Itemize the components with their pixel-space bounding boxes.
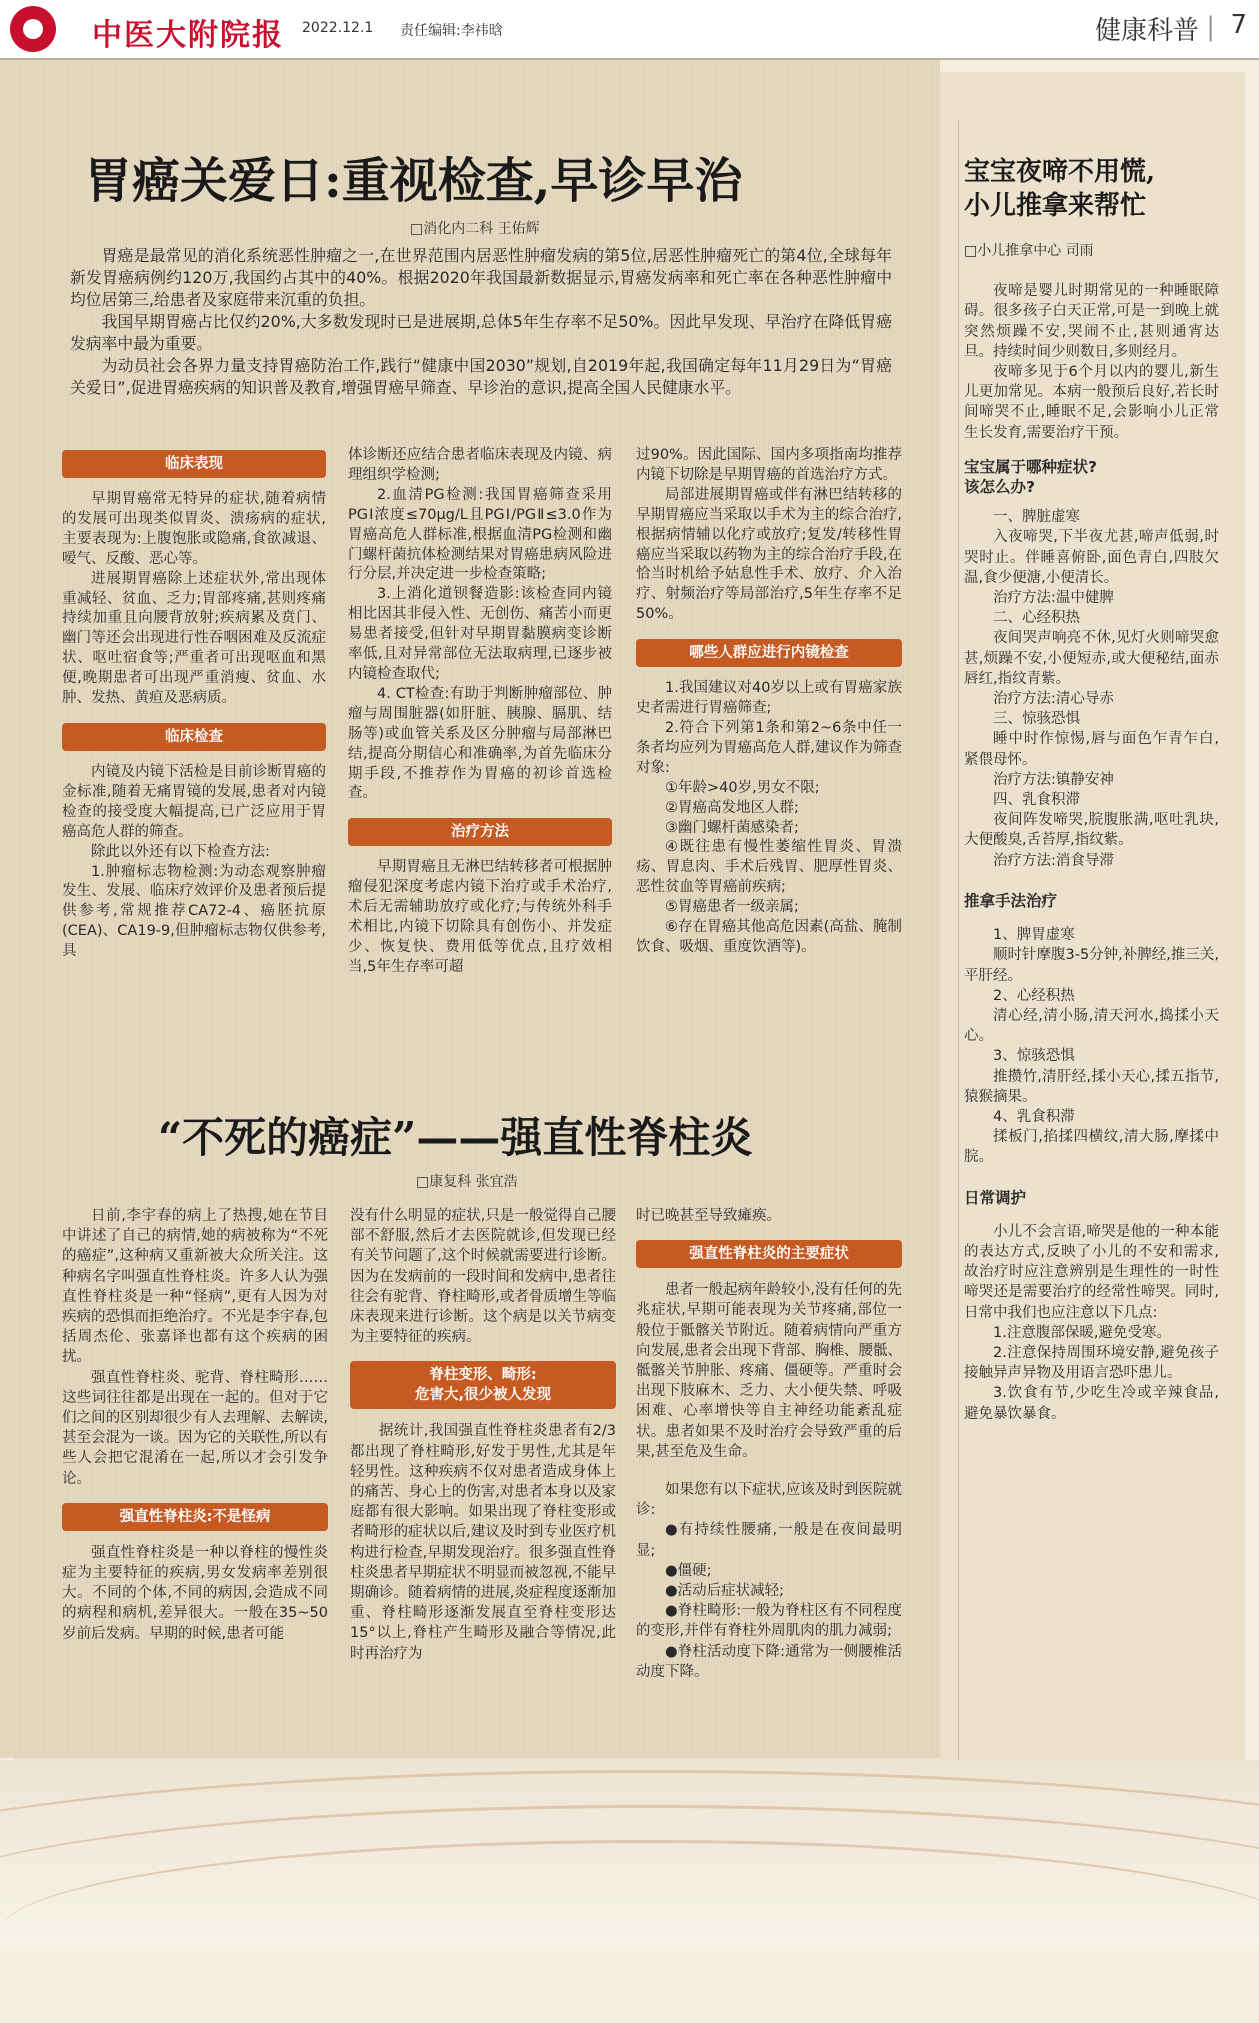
paragraph: 入夜啼哭,下半夜尤甚,啼声低弱,时哭时止。伴睡喜俯卧,面色青白,四肢欠温,食少便溏,小便清长。 (964, 529, 1219, 586)
masthead (0, 0, 1259, 60)
paragraph: 内镜及内镜下活检是目前诊断胃癌的金标准,随着无痛胃镜的发展,患者对内镜检查的接受度大幅提高,已广泛应用于胃癌高危人群的筛查。 (62, 763, 326, 840)
list-item: ⑤胃癌患者一级亲属; (665, 899, 799, 916)
paragraph: 强直性脊柱炎、驼背、脊柱畸形……这些词往往都是出现在一起的。但对于它们之间的区别却很少有人去理解、去解读,甚至会混为一谈。因为它的关联性,所以有些人会把它混淆在一起,所以才会引发争论。 (62, 1369, 328, 1487)
intro-paragraph: 我国早期胃癌占比仅约20%,大多数发现时已是进展期,总体5年生存率不足50%。因此早发现、早治疗在降低胃癌发病率中最为重要。 (70, 312, 892, 353)
subheading-massage-treatment: 推拿手法治疗 (964, 891, 1058, 910)
paragraph: 三、惊骇恐惧 (993, 711, 1080, 728)
article3-byline: □小儿推拿中心 司雨 (964, 243, 1094, 259)
paragraph: 一、脾脏虚寒 (993, 509, 1080, 526)
paragraph: 治疗方法:温中健脾 (993, 590, 1114, 607)
spacer (350, 1347, 616, 1357)
paragraph: 3.上消化道钡餐造影:该检查同内镜相比因其非侵入性、无创伤、痛苦小而更易患者接受,但针对早期胃黏膜病变诊断率低,且对异常部位无法取病理,已逐步被内镜检查取代; (348, 586, 612, 682)
list-item: ③幽门螺杆菌感染者; (665, 819, 799, 836)
paragraph: 3.饮食有节,少吃生冷或辛辣食品,避免暴饮暴食。 (964, 1385, 1219, 1422)
list-item: ●脊柱活动度下降:通常为一侧腰椎活动度下降。 (636, 1643, 902, 1680)
paragraph: 3、惊骇恐惧 (993, 1048, 1075, 1065)
article1-intro (70, 245, 892, 399)
paragraph: 治疗方法:消食导滞 (993, 852, 1114, 869)
paragraph: 如果您有以下症状,应该及时到医院就诊: (636, 1482, 902, 1519)
paragraph: 局部进展期胃癌或伴有淋巴结转移的早期胃癌应当采取以手术为主的综合治疗,根据病情辅以化疗或放疗;复发/转移性胃癌应当采取以药物为主的综合治疗手段,在恰当时机给予姑息性手术、放疗、介入治疗、射频治疗等局部治疗,5年生存率不足50%。 (636, 486, 902, 623)
paragraph: 除此以外还有以下检查方法: (91, 843, 270, 860)
paragraph: 夜啼多见于6个月以内的婴儿,新生儿更加常见。本病一般预后良好,若长时间啼哭不止,睡眠不足,会影响小儿正常生长发育,需要治疗干预。 (964, 364, 1219, 441)
subheading-line: 宝宝属于哪种症状? (964, 457, 1097, 476)
list-item: ①年龄>40岁,男女不限; (665, 779, 820, 796)
paragraph: 推攒竹,清肝经,揉小天心,揉五指节,猿猴摘果。 (964, 1068, 1219, 1105)
article1-column-2 (348, 446, 612, 978)
article1-column-1 (62, 446, 326, 962)
article2-column-2 (350, 1206, 616, 1664)
intro-paragraph: 为动员社会各界力量支持胃癌防治工作,践行“健康中国2030”规划,自2019年起,我国确定每年11月29日为“胃癌关爱日”,促进胃癌疾病的知识普及教育,增强胃癌早筛查、早诊治的意识,提高全国人民健康水平。 (70, 356, 892, 397)
paragraph: 1.肿瘤标志物检测:为动态观察肿瘤发生、发展、临床疗效评价及患者预后提供参考,常规推荐CA72-4、癌胚抗原(CEA)、CA19-9,但肿瘤标志物仅供参考,具 (62, 863, 326, 960)
paragraph: 四、乳食积滞 (993, 792, 1080, 809)
list-item: ④既往患有慢性萎缩性胃炎、胃溃疡、胃息肉、手术后残胃、肥厚性胃炎、恶性贫血等胃癌前疾病; (636, 839, 902, 896)
paragraph: 患者一般起病年龄较小,没有任何的先兆症状,早期可能表现为关节疼痛,部位一般位于骶髂关节附近。随着病情向严重方向发展,患者会出现下背部、胸椎、腰骶、骶髂关节肿胀、疼痛、僵硬等。严重时会出现下肢麻木、乏力、大小便失禁、呼吸困难、心率增快等自主神经功能紊乱症状。患者如果不及时治疗会导致严重的后果,甚至危及生命。 (636, 1282, 902, 1460)
spacer (62, 1489, 328, 1499)
paragraph: 日前,李宇春的病上了热搜,她在节目中讲述了自己的病情,她的病被称为“不死的癌症”,这种病又重新被大众所关注。这种病名字叫强直性脊柱炎。许多人认为强直性脊柱炎是一种“怪病”,更有人因为对疾病的恐惧而拒绝治疗。不光是李宇春,包括周杰伦、张嘉译也都有这个疾病的困扰。 (62, 1208, 328, 1366)
article3-column (964, 155, 1219, 1424)
subheading-symptom-types (964, 457, 1219, 497)
list-item: ●有持续性腰痛,一般是在夜间最明显; (636, 1522, 902, 1559)
list-item: ⑥存在胃癌其他高危因素(高盐、腌制饮食、吸烟、重度饮酒等)。 (636, 919, 902, 955)
paragraph: 早期胃癌常无特异的症状,随着病情的发展可出现类似胃炎、溃疡病的症状,主要表现为:上腹饱胀或隐痛,食欲减退、嗳气、反酸、恶心等。 (62, 491, 326, 567)
paragraph: 2.符合下列第1条和第2~6条中任一条者均应列为胃癌高危人群,建议作为筛查对象: (636, 719, 902, 776)
paragraph: 没有什么明显的症状,只是一般觉得自己腰部不舒服,然后才去医院就诊,但发现已经有关节问题了,这个时候就需要进行诊断。因为在发病前的一段时间和发病中,患者往往会有驼背、脊柱畸形,或者骨质增生等临床表现来进行诊断。这个病是以关节病变为主要特征的疾病。 (350, 1208, 616, 1346)
paragraph: 2、心经积热 (993, 987, 1075, 1004)
paragraph: 揉板门,掐揉四横纹,清大肠,摩揉中脘。 (964, 1129, 1219, 1166)
paragraph: 治疗方法:镇静安神 (993, 771, 1114, 788)
paragraph: 顺时针摩腹3-5分钟,补脾经,推三关,平肝经。 (964, 947, 1220, 984)
hospital-logo-icon (10, 6, 56, 52)
title-line: 宝宝夜啼不用慌, (964, 157, 1156, 187)
paragraph: 4、乳食积滞 (993, 1108, 1075, 1125)
paper-name: 中医大附院报 (92, 18, 284, 53)
heading-line: 危害大,很少被人发现 (414, 1387, 551, 1404)
paragraph: 时已晚甚至导致瘫痪。 (636, 1208, 781, 1224)
paragraph: 治疗方法:清心导赤 (993, 691, 1114, 708)
list-item: ●活动后症状减轻; (665, 1583, 785, 1600)
article3-title (964, 155, 1219, 223)
section-name: 健康科普 (1094, 16, 1199, 46)
page-number: 7 (1230, 10, 1247, 40)
paragraph: 1.注意腹部保暖,避免受寒。 (993, 1324, 1171, 1341)
section-heading-clinical-exam: 临床检查 (62, 723, 326, 751)
article2-column-3 (636, 1206, 902, 1682)
spacer (636, 625, 902, 635)
paragraph: 4. CT检查:有助于判断肿瘤部位、肿瘤与周围脏器(如肝脏、胰腺、膈肌、结肠等)或血管关系及区分肿瘤与局部淋巴结,提高分期信心和准确率,为首先临床分期手段,不推荐作为胃癌的初诊首选检查。 (348, 685, 612, 802)
paragraph: 早期胃癌且无淋巴结转移者可根据肿瘤侵犯深度考虑内镜下治疗或手术治疗,术后无需辅助放疗或化疗;与传统外科手术相比,内镜下切除具有创伤小、并发症少、恢复快、费用低等优点,且疗效相当,5年生存率可超 (348, 859, 612, 975)
spacer (636, 1226, 902, 1236)
paragraph: 小儿不会言语,啼哭是他的一种本能的表达方式,反映了小儿的不安和需求,故治疗时应注意辨别是生理性的一时性啼哭还是需要治疗的经常性啼哭。同时,日常中我们也应注意以下几点: (964, 1223, 1219, 1321)
intro-paragraph: 胃癌是最常见的消化系统恶性肿瘤之一,在世界范围内居恶性肿瘤发病的第5位,居恶性肿瘤死亡的第4位,全球每年新发胃癌病例约120万,我国约占其中的40%。根据2020年我国最新数据显示,胃癌发病率和死亡率在各种恶性肿瘤中均位居第三,给患者及家庭带来沉重的负担。 (70, 246, 892, 309)
title-line: 小儿推拿来帮忙 (964, 191, 1147, 221)
issue-date: 2022.12.1 (302, 20, 374, 36)
spacer (62, 709, 326, 719)
paragraph: 过90%。因此国际、国内多项指南均推荐内镜下切除是早期胃癌的首选治疗方式。 (636, 447, 902, 483)
wave-decoration (0, 1840, 1259, 2023)
section-heading-spinal-deformity (350, 1361, 616, 1409)
responsible-editor: 责任编辑:李祎晗 (400, 23, 503, 39)
list-item: ●僵硬; (665, 1562, 712, 1579)
article2-column-1 (62, 1206, 328, 1644)
paragraph: 清心经,清小肠,清天河水,捣揉小天心。 (964, 1007, 1219, 1045)
paragraph: 强直性脊柱炎是一种以脊柱的慢性炎症为主要特征的疾病,男女发病率差别很大。不同的个体,不同的病因,会造成不同的病程和病机,差异很大。一般在35~50岁前后发病。早期的时候,患者可能 (62, 1544, 328, 1642)
section-heading-main-symptoms: 强直性脊柱炎的主要症状 (636, 1240, 902, 1268)
paragraph: 进展期胃癌除上述症状外,常出现体重减轻、贫血、乏力;胃部疼痛,甚则疼痛持续加重且向腰背放射;疾病累及贲门、幽门等还会出现进行性吞咽困难及反流症状、呕吐宿食等;严重者可出现呕血和黑便,晚期患者可出现严重消瘦、贫血、水肿、发热、黄疸及恶病质。 (62, 570, 326, 707)
article1-title: 胃癌关爱日:重视检查,早诊早治 (84, 153, 743, 209)
decorative-footer (0, 1760, 1259, 1945)
paragraph: 体诊断还应结合患者临床表现及内镜、病理组织学检测; (348, 447, 612, 483)
subheading-daily-care: 日常调护 (964, 1188, 1027, 1207)
spacer (636, 1462, 902, 1480)
list-item: ②胃癌高发地区人群; (665, 799, 799, 816)
article2-title: “不死的癌症”——强直性脊柱炎 (158, 1113, 753, 1162)
article1-byline: □消化内二科 王佑辉 (410, 221, 540, 237)
paragraph: 夜啼是婴儿时期常见的一种睡眠障碍。很多孩子白天正常,可是一到晚上就突然烦躁不安,哭闹不止,甚则通宵达旦。持续时间少则数日,多则经月。 (964, 283, 1219, 360)
heading-line: 脊柱变形、畸形: (429, 1367, 537, 1384)
section-heading-endoscopy-groups: 哪些人群应进行内镜检查 (636, 639, 902, 667)
subheading-line: 该怎么办? (964, 478, 1035, 497)
paragraph: 2.血清PG检测:我国胃癌筛查采用PGⅠ浓度≤70μg/L且PGⅠ/PGⅡ≤3.0作为胃癌高危人群标准,根据血清PG检测和幽门螺杆菌抗体检测结果对胃癌患病风险进行分层,并决定进一步检查策略; (348, 486, 612, 583)
paragraph: 睡中时作惊惕,唇与面色乍青乍白,紧偎母怀。 (964, 731, 1219, 768)
article1-column-3 (636, 446, 902, 958)
list-item: ●脊柱畸形:一般为脊柱区有不同程度的变形,并伴有脊柱外周肌肉的肌力减弱; (636, 1603, 902, 1640)
article2-byline: □康复科 张宜浩 (416, 1174, 518, 1190)
paragraph: 夜间阵发啼哭,脘腹胀满,呕吐乳块,大便酸臭,舌苔厚,指纹紫。 (964, 812, 1219, 849)
paragraph: 二、心经积热 (993, 610, 1080, 627)
paragraph: 2.注意保持周围环境安静,避免孩子接触异声异物及用语言恐吓患儿。 (964, 1344, 1219, 1382)
paragraph: 1.我国建议对40岁以上或有胃癌家族史者需进行胃癌筛查; (636, 680, 902, 717)
section-heading-treatment: 治疗方法 (348, 818, 612, 846)
section-heading-clinical-symptoms: 临床表现 (62, 450, 326, 478)
paragraph: 夜间哭声响亮不休,见灯火则啼哭愈甚,烦躁不安,小便短赤,或大便秘结,面赤唇红,指纹青紫。 (964, 630, 1219, 687)
section-heading-not-strange-disease: 强直性脊柱炎:不是怪病 (62, 1503, 328, 1531)
spacer (348, 804, 612, 814)
paragraph: 1、脾胃虚寒 (993, 927, 1075, 944)
masthead-separator: | (1206, 12, 1215, 42)
paragraph: 据统计,我国强直性脊柱炎患者有2/3都出现了脊柱畸形,好发于男性,尤其是年轻男性。这种疾病不仅对患者造成身体上的痛苦、身心上的伤害,对患者本身以及家庭都有很大影响。如果出现了脊柱变形或者畸形的症状以后,建议及时到专业医疗机构进行检查,早期发现治疗。很多强直性脊柱炎患者早期症状不明显而被忽视,不能早期确诊。随着病情的进展,炎症程度逐渐加重、脊柱畸形逐渐发展直至脊柱变形达15°以上,脊柱产生畸形及融合等情况,此时再治疗为 (350, 1423, 616, 1662)
column-divider (958, 120, 959, 1760)
